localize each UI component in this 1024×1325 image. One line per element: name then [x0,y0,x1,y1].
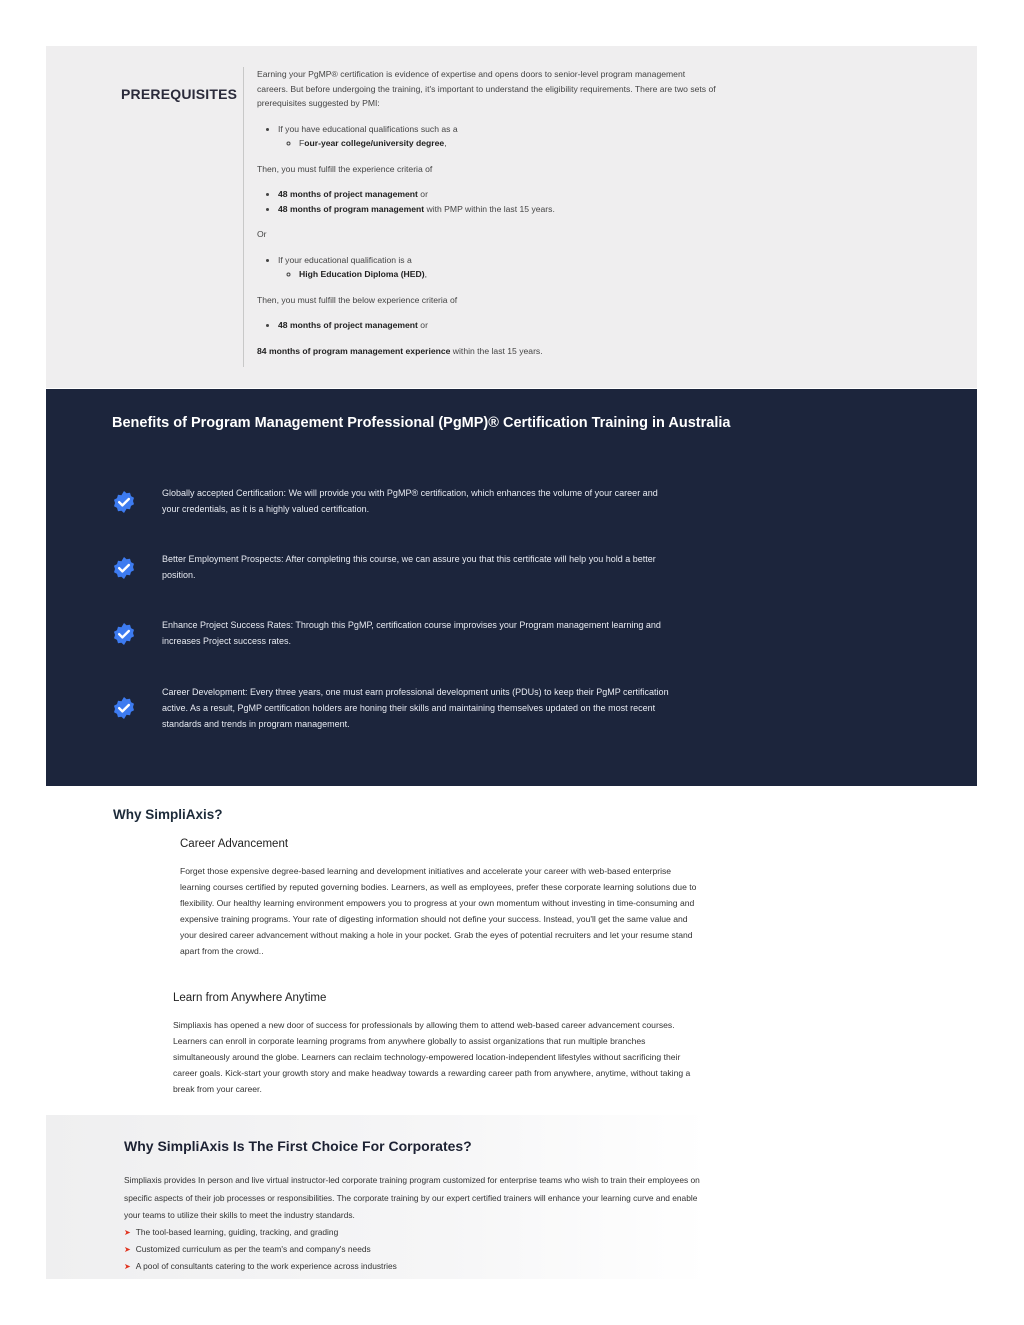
list-item-text: A pool of consultants catering to the work experience across industries [135,1261,397,1272]
option1-sublist [278,136,717,151]
option2-degree: High Education Diploma (HED) [299,269,425,279]
learn-anywhere-text: Simpliaxis has opened a new door of success for professionals by allowing them to attend web-based career advancement courses. Learners can enroll in corporate learning programs from anywhere globally to assist organizations that run multiple branches simultaneously around the globe. Learners can reclaim technology-empowered location-independent lifestyles without sacrificing their career goals. Kick-start your growth story and make headway towards a rewarding career path from anywhere, anytime, without taking a break from your career. [173,1020,691,1094]
option2-degree-item [299,267,717,282]
list-item [124,1224,397,1241]
criteria1b-rest: with PMP within the last 15 years. [424,203,555,214]
or-text: Or [257,229,267,239]
verified-check-icon [112,556,136,580]
prerequisites-intro: Earning your PgMP® certification is evidence of expertise and opens doors to senior-level program management careers. But before undergoing the training, it's important to understand the eligibility requirements. There are two sets of prerequisites suggested by PMI: [257,69,716,108]
final-criteria [257,344,717,359]
prerequisites-body [257,67,717,358]
arrow-icon: ➤ [124,1245,131,1255]
criteria1-list [257,187,717,216]
list-item [124,1241,397,1258]
verified-check-icon [112,696,136,720]
criteria1b-item [278,202,717,217]
option1-item [278,122,717,151]
option1-list [257,122,717,151]
list-item [124,1258,397,1275]
criteria1a-item [278,187,717,202]
verified-check-icon [112,490,136,514]
option2-list [257,253,717,282]
arrow-icon: ➤ [124,1228,131,1237]
prerequisites-divider [243,67,244,367]
criteria1b-bold: 48 months of program management [278,203,425,214]
final-criteria-bold: 84 months of program management experience [257,345,451,356]
verified-check-icon [112,622,136,646]
corporates-title: Why SimpliAxis Is The First Choice For Corporates? [124,1138,472,1154]
list-item-text: The tool-based learning, guiding, tracking, and grading [135,1227,339,1237]
career-advancement-title: Career Advancement [180,838,289,850]
option2-item [278,253,717,282]
then1-text: Then, you must fulfill the experience criteria of [257,163,433,174]
prerequisites-title: PREREQUISITES [121,86,238,102]
option1-lead: If you have educational qualifications such as a [278,123,458,134]
option1-degree-prefix: F [299,138,305,148]
then2-text: Then, you must fulfill the below experience criteria of [257,294,458,305]
corporates-list [124,1224,397,1276]
criteria2a-item [278,318,717,333]
criteria1a-rest: or [417,189,428,199]
option1-degree-suffix: , [444,138,447,148]
option2-degree-suffix: , [424,269,427,279]
option1-degree-item [299,136,717,151]
arrow-icon: ➤ [124,1262,131,1272]
benefit-text: Globally accepted Certification: We will provide you with PgMP® certification, which enhances the volume of your career and your credentials, as it is a highly valued certification. [162,488,658,514]
criteria2a-rest: or [417,320,428,330]
corporates-text: Simpliaxis provides In person and live virtual instructor-led corporate training program customized for enterprise teams who wish to train their employees on specific aspects of their job processes or responsibilities. The corporate training by our expert certified trainers will enhance your learning curve and enable your teams to utilize their skills to meet the industry standards. [124,1175,700,1220]
criteria2-list [257,318,717,333]
career-advancement-text: Forget those expensive degree-based learning and development initiatives and accelerate your career with web-based enterprise learning courses certified by reputed governing bodies. Learners, as well as employees, prefer these corporate learning solutions due to flexibility. Our healthy learning environment empowers you to progress at your own momentum without investing in time-consuming and expensive training programs. Your rate of digesting information should not define your success. Instead, you'll get the same value and your desired career advancement without making a hole in your pocket. Grab the eyes of potential recruiters and let your resume stand apart from the crowd.. [180,866,697,956]
final-criteria-rest: within the last 15 years. [450,345,543,356]
option1-degree: our-year college/university degree [304,138,445,148]
learn-anywhere-title: Learn from Anywhere Anytime [173,992,327,1004]
benefit-text: Career Development: Every three years, one must earn professional development units (PDUs) to keep their PgMP certification active. As a result, PgMP certification holders are honing their skills and maintaining themselves updated on the most recent standards and trends in program management. [162,687,669,729]
criteria1a-bold: 48 months of project management [278,189,418,199]
benefit-text: Better Employment Prospects: After completing this course, we can assure you that this certificate will help you hold a better position. [162,554,656,580]
option2-lead: If your educational qualification is a [278,254,412,265]
option2-sublist [278,267,717,282]
criteria2a-bold: 48 months of project management [278,320,418,330]
benefits-title: Benefits of Program Management Professional (PgMP)® Certification Training in Australia [112,415,731,431]
why-simpliaxis-title: Why SimpliAxis? [113,807,223,822]
list-item-text: Customized curriculum as per the team's and company's needs [135,1244,371,1255]
benefit-text: Enhance Project Success Rates: Through this PgMP, certification course improvises your Program management learning and increases Project success rates. [162,620,661,646]
